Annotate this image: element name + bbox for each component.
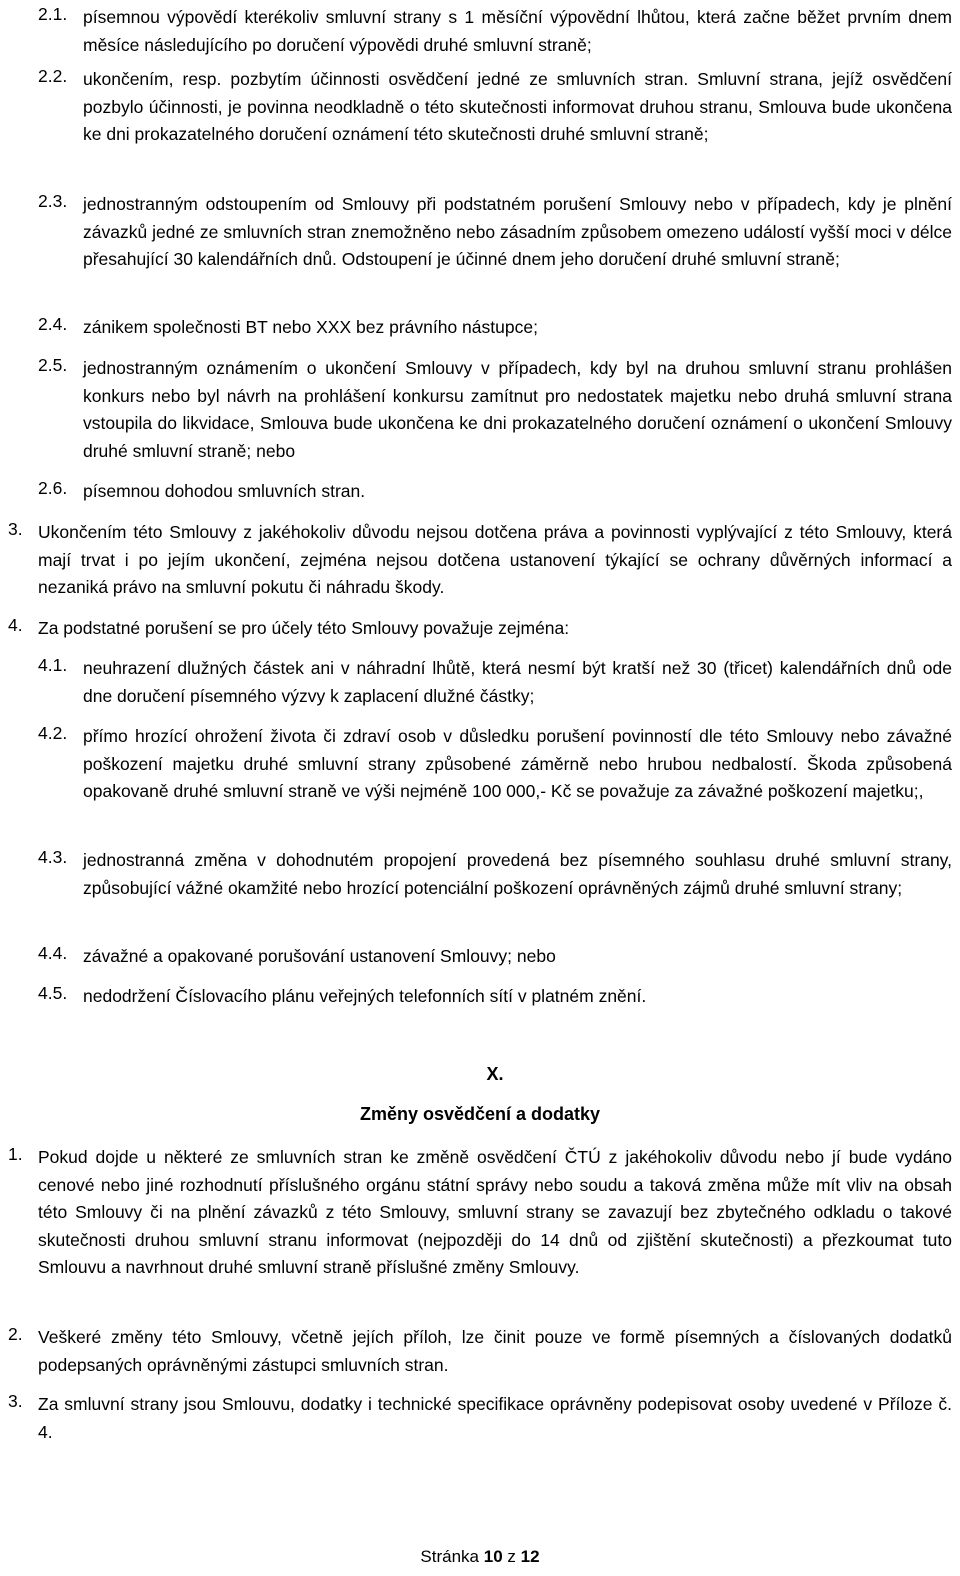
clause-number: 4.3.: [38, 847, 68, 867]
clause-number: 4.1.: [38, 655, 68, 675]
page-footer: [0, 1547, 960, 1567]
clause-number: 4.: [8, 615, 23, 635]
clause-text: přímo hrozící ohrožení života či zdraví osob v důsledku porušení povinností dle této Smlouvy nebo závažné poškození majetku druhé smluvní strany způsobené záměrně nebo hrubou nedbalostí. Škoda způsobená opakovaně druhé smluvní straně ve výši nejméně 100 000,- Kč se považuje za závažné poškození majetku;,: [83, 726, 952, 801]
clause-number: 1.: [8, 1144, 23, 1164]
clause-text: nedodržení Číslovacího plánu veřejných telefonních sítí v platném znění.: [83, 986, 647, 1006]
clause-text: zánikem společnosti BT nebo XXX bez právního nástupce;: [83, 317, 538, 337]
clause-number: 3.: [8, 519, 23, 539]
clause-text: Ukončením této Smlouvy z jakéhokoliv důvodu nejsou dotčena práva a povinnosti vyplývající z této Smlouvy, která mají trvat i po jejím ukončení, zejména nejsou dotčena ustanovení týkající se ochrany důvěrných informací a nezaniká právo na smluvní pokutu či náhradu škody.: [38, 522, 952, 597]
clause-text: Za podstatné porušení se pro účely této Smlouvy považuje zejména:: [38, 618, 570, 638]
clause-text: písemnou dohodou smluvních stran.: [83, 481, 366, 501]
clause-text: jednostranným odstoupením od Smlouvy při podstatném porušení Smlouvy nebo v případech, kdy je plnění závazků jedné ze smluvních stran znemožněno nebo zásadním způsobem omezeno událostí vyšší moci v délce přesahující 30 kalendářních dnů. Odstoupení je účinné dnem jeho doručení druhé smluvní straně;: [83, 194, 952, 269]
clause-text: jednostranná změna v dohodnutém propojení provedená bez písemného souhlasu druhé smluvní strany, způsobující vážné okamžité nebo hrozící potenciální poškození oprávněných zájmů druhé smluvní strany;: [83, 850, 952, 898]
footer-page-number: 10: [483, 1547, 503, 1566]
clause-number: 2.6.: [38, 478, 68, 498]
clause-number: 2.1.: [38, 4, 68, 24]
clause-number: 2.5.: [38, 355, 68, 375]
footer-page-total: 12: [520, 1547, 540, 1566]
clause-text: neuhrazení dlužných částek ani v náhradní lhůtě, která nesmí být kratší než 30 (třicet) kalendářních dnů ode dne doručení písemného výzvy k zaplacení dlužné částky;: [83, 658, 952, 706]
clause-text: jednostranným oznámením o ukončení Smlouvy v případech, kdy byl na druhou smluvní stranu prohlášen konkurs nebo byl návrh na prohlášení konkursu zamítnut pro nedostatek majetku nebo druhá smluvní strana vstoupila do likvidace, Smlouva bude ukončena ke dni prokazatelného doručení oznámení o ukončení Smlouvy druhé smluvní straně; nebo: [83, 358, 952, 461]
section-title: Změny osvědčení a dodatky: [359, 1104, 601, 1124]
clause-text: Veškeré změny této Smlouvy, včetně jejích příloh, lze činit pouze ve formě písemných a číslovaných dodatků podepsaných oprávněnými zástupci smluvních stran.: [38, 1327, 952, 1375]
clause-number: 4.2.: [38, 723, 68, 743]
clause-text: ukončením, resp. pozbytím účinnosti osvědčení jedné ze smluvních stran. Smluvní strana, jejíž osvědčení pozbylo účinnosti, je povinna neodkladně o této skutečnosti informovat druhou stranu, Smlouva bude ukončena ke dni prokazatelného doručení oznámení této skutečnosti druhé smluvní straně;: [83, 69, 952, 144]
clause-text: Za smluvní strany jsou Smlouvu, dodatky i technické specifikace oprávněny podepisovat osoby uvedené v Příloze č. 4.: [38, 1394, 952, 1442]
clause-text: Pokud dojde u některé ze smluvních stran ke změně osvědčení ČTÚ z jakéhokoliv důvodu nebo jí bude vydáno cenové nebo jiné rozhodnutí příslušného orgánu státní správy nebo soudu a taková změna může mít vliv na obsah této Smlouvy či na plnění závazků z této Smlouvy, smluvní strany se zavazují bez zbytečného odkladu o takové skutečnosti druhou smluvní stranu informovat (nejpozději do 14 dnů od zjištění skutečnosti) a přezkoumat tuto Smlouvu a navrhnout druhé smluvní straně příslušné změny Smlouvy.: [38, 1147, 952, 1277]
footer-label: Stránka: [420, 1547, 480, 1566]
clause-text: závažné a opakované porušování ustanovení Smlouvy; nebo: [83, 946, 556, 966]
clause-number: 3.: [8, 1391, 23, 1411]
clause-number: 2.2.: [38, 66, 68, 86]
clause-number: 2.3.: [38, 191, 68, 211]
clause-number: 4.4.: [38, 943, 68, 963]
clause-text: písemnou výpovědí kterékoliv smluvní strany s 1 měsíční výpovědní lhůtou, která začne běžet prvním dnem měsíce následujícího po doručení výpovědi druhé smluvní straně;: [83, 7, 952, 55]
clause-number: 2.: [8, 1324, 23, 1344]
footer-separator: z: [507, 1547, 516, 1566]
clause-number: 4.5.: [38, 983, 68, 1003]
section-number: X.: [486, 1064, 504, 1084]
clause-number: 2.4.: [38, 314, 68, 334]
